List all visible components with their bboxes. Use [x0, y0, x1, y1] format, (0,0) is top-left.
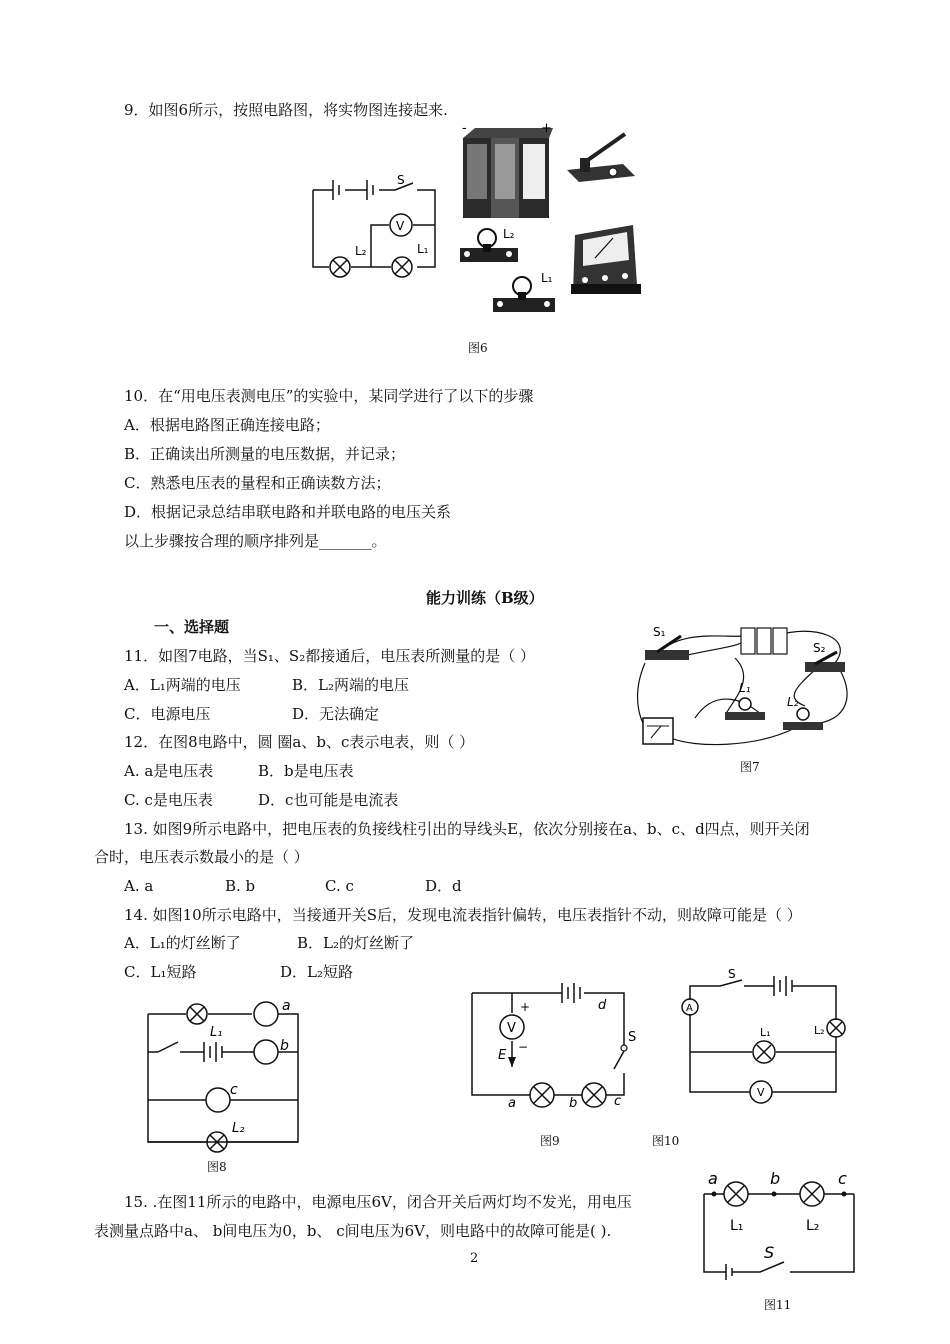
fig11-s-label: S — [764, 1243, 775, 1262]
fig6-lamp2-label: L₂ — [355, 244, 367, 258]
q10-option-b: B．正确读出所测量的电压数据，并记录； — [124, 445, 406, 463]
fig6-photo — [455, 120, 650, 320]
fig9-b-label: b — [569, 1096, 578, 1111]
fig8-l2-label: L₂ — [232, 1121, 245, 1136]
fig10-circuit — [680, 967, 845, 1100]
q13-option-d: D．d — [425, 877, 462, 895]
fig9-caption: 图9 — [540, 1134, 560, 1148]
fig11-b-label: b — [770, 1169, 781, 1188]
page-number: 2 — [470, 1251, 479, 1266]
fig8-circuit — [140, 998, 310, 1148]
batteries-image — [741, 628, 787, 654]
fig11-a-label: a — [708, 1169, 718, 1188]
fig7-l1-label: L₁ — [739, 681, 751, 695]
fig6-lamp1-label: L₁ — [417, 242, 429, 256]
fig9-c-label: c — [614, 1094, 622, 1109]
q15-stem-line2: 表测量点路中a、 b间电压为0，b、 c间电压为6V，则电路中的故障可能是( ). — [94, 1222, 612, 1240]
fig9-e-label: E — [498, 1048, 507, 1063]
q13-option-a: A. a — [124, 877, 154, 895]
q14-stem: 14. 如图10所示电路中，当接通开关S后，发现电流表指针偏转，电压表指针不动，则故障可能是（ ） — [124, 906, 802, 924]
q14-option-b: B．L₂的灯丝断了 — [297, 934, 414, 952]
q12-option-a: A. a是电压表 — [124, 762, 214, 780]
fig9-s-label: S — [628, 1030, 637, 1045]
fig7-l2-label: L₂ — [787, 695, 799, 709]
q13-option-b: B. b — [225, 877, 256, 895]
fig10-caption: 图10 — [652, 1134, 680, 1148]
fig6-caption: 图6 — [468, 341, 488, 355]
fig7-illustration — [635, 618, 860, 753]
q11-option-c: C．电源电压 — [124, 705, 211, 723]
fig6-photo-lamp1-label: L₁ — [541, 271, 553, 285]
section-subtitle: 一、选择题 — [154, 618, 230, 636]
fig8-caption: 图8 — [207, 1160, 227, 1174]
q13-option-c: C. c — [325, 877, 354, 895]
section-title: 能力训练（B级） — [426, 589, 544, 607]
q10-option-a: A．根据电路图正确连接电路； — [124, 416, 330, 434]
q12-option-b: B．b是电压表 — [258, 762, 354, 780]
q13-stem-line2: 合时，电压表示数最小的是（ ） — [94, 848, 309, 866]
fig7-s1-label: S₁ — [653, 625, 666, 639]
q11-option-a: A．L₁两端的电压 — [124, 676, 241, 694]
q14-option-c: C．L₁短路 — [124, 963, 197, 981]
q10-stem: 10．在“用电压表测电压”的实验中，某同学进行了以下的步骤 — [124, 387, 534, 405]
fig11-l2-label: L₂ — [806, 1218, 820, 1234]
fig6-minus-label: - — [462, 121, 467, 136]
fig10-l1-label: L₁ — [760, 1026, 771, 1039]
fig10-v-label: V — [757, 1086, 765, 1099]
q10-option-d: D．根据记录总结串联电路和并联电路的电压关系 — [124, 503, 452, 521]
fig6-schematic — [305, 175, 465, 285]
fig6-photo-lamp2-label: L₂ — [503, 227, 515, 241]
fig9-a-label: a — [508, 1096, 516, 1111]
q11-option-b: B．L₂两端的电压 — [292, 676, 409, 694]
q12-option-d: D．c也可能是电流表 — [258, 791, 399, 809]
fig10-s-label: S — [728, 967, 736, 981]
fig8-b-label: b — [280, 1038, 289, 1054]
voltmeter-image — [643, 718, 673, 744]
fig7-caption: 图7 — [740, 760, 760, 774]
q15-stem-line1: 15. .在图11所示的电路中，电源电压6V，闭合开关后两灯均不发光，用电压 — [124, 1193, 632, 1211]
q14-option-d: D．L₂短路 — [280, 963, 354, 981]
fig10-l2-label: L₂ — [814, 1024, 825, 1037]
fig8-l1-label: L₁ — [210, 1025, 223, 1040]
fig7-s2-label: S₂ — [813, 641, 826, 655]
q10-option-c: C．熟悉电压表的量程和正确读数方法； — [124, 474, 391, 492]
fig11-circuit — [698, 1168, 863, 1278]
q13-stem-line1: 13. 如图9所示电路中，把电压表的负接线柱引出的导线头E，依次分别接在a、b、c、d四点，则开关闭 — [124, 820, 810, 838]
fig9-v-label: V — [507, 1021, 516, 1036]
fig8-a-label: a — [282, 998, 291, 1014]
q12-option-c: C. c是电压表 — [124, 791, 213, 809]
q12-stem: 12．在图8电路中，圆 圈a、b、c表示电表，则（ ） — [124, 733, 475, 751]
battery-pack-image — [463, 128, 553, 218]
q14-option-a: A．L₁的灯丝断了 — [124, 934, 241, 952]
lamp2-image — [783, 708, 823, 730]
fig6-switch-label: S — [397, 173, 405, 187]
fig10-ammeter-label: A — [686, 1003, 693, 1014]
fig11-l1-label: L₁ — [730, 1218, 744, 1234]
q10-tail: 以上步骤按合理的顺序排列是_______。 — [124, 532, 387, 550]
fig9-plus-label: + — [520, 1000, 531, 1014]
fig6-voltmeter-label: V — [396, 219, 405, 233]
fig9-circuit — [468, 985, 643, 1111]
fig8-c-label: c — [230, 1082, 238, 1098]
fig9-d-label: d — [598, 998, 607, 1013]
q9-text: 9．如图6所示，按照电路图，将实物图连接起来. — [124, 101, 448, 119]
voltmeter-image — [571, 225, 641, 294]
knife-switch-image — [567, 134, 635, 182]
fig9-minus-label: − — [518, 1040, 529, 1054]
lamp1-image — [725, 698, 765, 720]
fig6-plus-label: + — [541, 121, 552, 136]
fig11-c-label: c — [838, 1169, 847, 1188]
q11-option-d: D．无法确定 — [292, 705, 380, 723]
fig11-caption: 图11 — [764, 1298, 792, 1312]
q11-stem: 11．如图7电路，当S₁、S₂都接通后，电压表所测量的是（ ） — [124, 647, 535, 665]
